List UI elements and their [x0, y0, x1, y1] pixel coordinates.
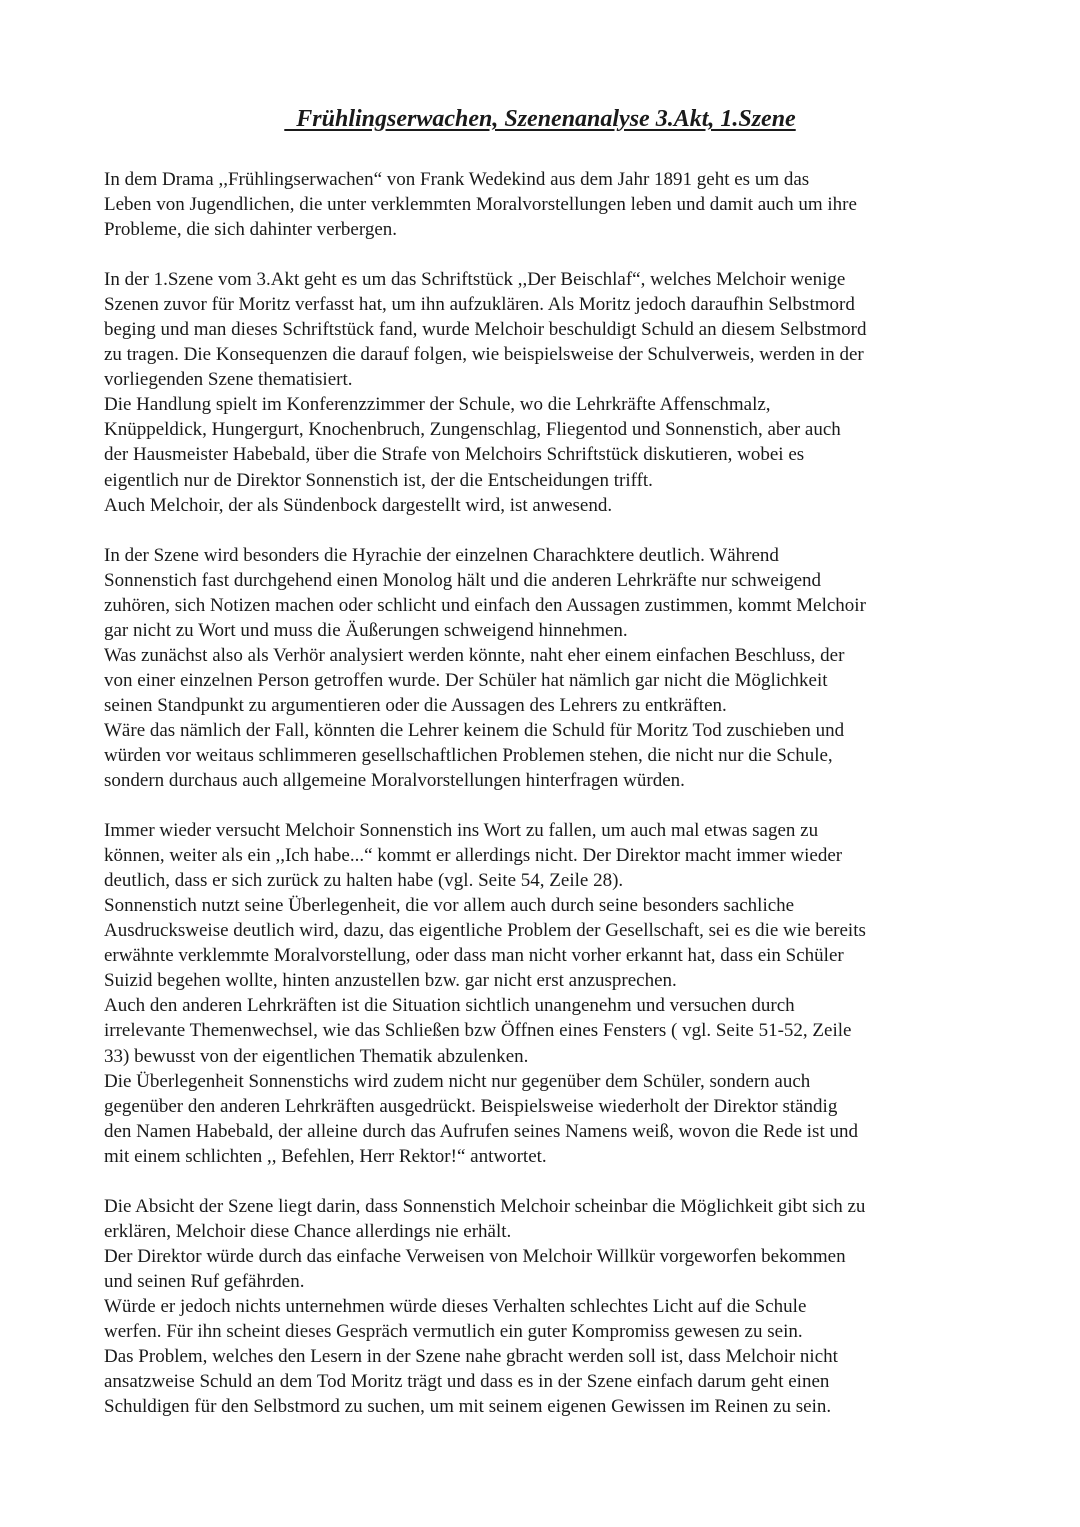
paragraph-line: In dem Drama ,,Frühlingserwachen“ von Frank Wedekind aus dem Jahr 1891 geht es um das	[104, 169, 810, 190]
paragraph-line: von einer einzelnen Person getroffen wurde. Der Schüler hat nämlich gar nicht die Möglichkeit	[104, 669, 828, 691]
paragraph-line: Das Problem, welches den Lesern in der Szene nahe gbracht werden soll ist, dass Melchoir nicht	[104, 1346, 838, 1368]
paragraph-line: deutlich, dass er sich zurück zu halten habe (vgl. Seite 54, Zeile 28).	[104, 870, 624, 892]
paragraph-line: Auch Melchoir, der als Sündenbock dargestellt wird, ist anwesend.	[104, 494, 613, 516]
paragraph-line: Suizid begehen wollte, hinten anzustellen bzw. gar nicht erst anzusprechen.	[104, 970, 677, 992]
paragraph-line: Was zunächst also als Verhör analysiert werden könnte, naht eher einem einfachen Beschluss, der	[104, 644, 845, 666]
paragraph-line: Wäre das nämlich der Fall, könnten die Lehrer keinem die Schuld für Moritz Tod zuschieben und	[104, 719, 845, 741]
paragraph	[104, 267, 984, 517]
paragraph-line: 33) bewusst von der eigentlichen Thematik abzulenken.	[104, 1045, 529, 1067]
paragraph	[104, 167, 984, 242]
paragraph-line: In der Szene wird besonders die Hyrachie der einzelnen Charachktere deutlich. Während	[104, 544, 779, 566]
paragraph-line: In der 1.Szene vom 3.Akt geht es um das Schriftstück ,,Der Beischlaf“, welches Melchoir wenige	[104, 269, 846, 291]
document-body	[104, 167, 984, 1444]
paragraph-line: Die Handlung spielt im Konferenzzimmer der Schule, wo die Lehrkräfte Affenschmalz,	[104, 394, 771, 416]
paragraph-line: Würde er jedoch nichts unternehmen würde dieses Verhalten schlechtes Licht auf die Schule	[104, 1295, 807, 1317]
paragraph-line: Auch den anderen Lehrkräften ist die Situation sichtlich unangenehm und versuchen durch	[104, 995, 795, 1017]
paragraph-line: Die Überlegenheit Sonnenstichs wird zudem nicht nur gegenüber dem Schüler, sondern auch	[104, 1070, 811, 1092]
paragraph-line: Szenen zuvor für Moritz verfasst hat, um ihn aufzuklären. Als Moritz jedoch daraufhin Selbstmord	[104, 294, 855, 316]
paragraph-line: seinen Standpunkt zu argumentieren oder die Aussagen des Lehrers zu entkräften.	[104, 694, 727, 716]
paragraph-line: der Hausmeister Habebald, über die Strafe von Melchoirs Schriftstück diskutieren, wobei es	[104, 444, 805, 466]
paragraph-line: zu tragen. Die Konsequenzen die darauf folgen, wie beispielsweise der Schulverweis, werden in der	[104, 344, 864, 366]
paragraph-line: eigentlich nur de Direktor Sonnenstich ist, der die Entscheidungen trifft.	[104, 469, 653, 491]
paragraph-line: vorliegenden Szene thematisiert.	[104, 369, 353, 391]
paragraph-line: gegenüber den anderen Lehrkräften ausgedrückt. Beispielsweise wiederholt der Direktor ständig	[104, 1095, 838, 1117]
paragraph-line: Schuldigen für den Selbstmord zu suchen, um mit seinem eigenen Gewissen im Reinen zu sein.	[104, 1396, 832, 1418]
paragraph-line: Die Absicht der Szene liegt darin, dass Sonnenstich Melchoir scheinbar die Möglichkeit gibt sich zu	[104, 1195, 866, 1217]
paragraph-line: Sonnenstich nutzt seine Überlegenheit, die vor allem auch durch seine besonders sachliche	[104, 895, 795, 917]
paragraph-line: den Namen Habebald, der alleine durch das Aufrufen seines Namens weiß, wovon die Rede ist und	[104, 1120, 858, 1142]
paragraph-line: beging und man dieses Schriftstück fand, wurde Melchoir beschuldigt Schuld an diesem Selbstmord	[104, 319, 867, 341]
paragraph-line: Sonnenstich fast durchgehend einen Monolog hält und die anderen Lehrkräfte nur schweigend	[104, 569, 822, 591]
paragraph-line: gar nicht zu Wort und muss die Äußerungen schweigend hinnehmen.	[104, 619, 628, 641]
paragraph	[104, 1194, 984, 1419]
paragraph-line: und seinen Ruf gefährden.	[104, 1270, 305, 1292]
paragraph-line: Ausdrucksweise deutlich wird, dazu, das eigentliche Problem der Gesellschaft, sei es die wie bereits	[104, 920, 866, 942]
paragraph-line: Knüppeldick, Hungergurt, Knochenbruch, Zungenschlag, Fliegentod und Sonnenstich, aber auch	[104, 419, 841, 441]
paragraph	[104, 543, 984, 793]
paragraph-line: sondern durchaus auch allgemeine Moralvorstellungen hinterfragen würden.	[104, 770, 685, 792]
paragraph-line: können, weiter als ein ,,Ich habe...“ kommt er allerdings nicht. Der Direktor macht immer wieder	[104, 845, 843, 867]
paragraph-line: würden vor weitaus schlimmeren gesellschaftlichen Problemen stehen, die nicht nur die Schule,	[104, 744, 833, 766]
document-title: Frühlingserwachen, Szenenanalyse 3.Akt, 1.Szene	[284, 106, 796, 132]
paragraph-line: Leben von Jugendlichen, die unter verklemmten Moralvorstellungen leben und damit auch um ihre	[104, 194, 857, 216]
paragraph-line: werfen. Für ihn scheint dieses Gespräch vermutlich ein guter Kompromiss gewesen zu sein.	[104, 1320, 803, 1342]
paragraph-line: ansatzweise Schuld an dem Tod Moritz trägt und dass es in der Szene einfach darum geht einen	[104, 1371, 830, 1393]
paragraph-line: Immer wieder versucht Melchoir Sonnenstich ins Wort zu fallen, um auch mal etwas sagen zu	[104, 820, 819, 842]
paragraph-line: Probleme, die sich dahinter verbergen.	[104, 219, 397, 241]
paragraph-line: zuhören, sich Notizen machen oder schlicht und einfach den Aussagen zustimmen, kommt Melchoir	[104, 594, 866, 616]
paragraph-line: Der Direktor würde durch das einfache Verweisen von Melchoir Willkür vorgeworfen bekommen	[104, 1245, 846, 1267]
paragraph-line: erklären, Melchoir diese Chance allerdings nie erhält.	[104, 1220, 512, 1242]
paragraph-line: irrelevante Themenwechsel, wie das Schließen bzw Öffnen eines Fensters ( vgl. Seite 51-52, Zeile	[104, 1020, 852, 1042]
paragraph	[104, 818, 984, 1169]
paragraph-line: erwähnte verklemmte Moralvorstellung, oder dass man nicht vorher erkannt hat, dass ein Schüler	[104, 945, 844, 967]
paragraph-line: mit einem schlichten ,, Befehlen, Herr Rektor!“ antwortet.	[104, 1145, 547, 1167]
